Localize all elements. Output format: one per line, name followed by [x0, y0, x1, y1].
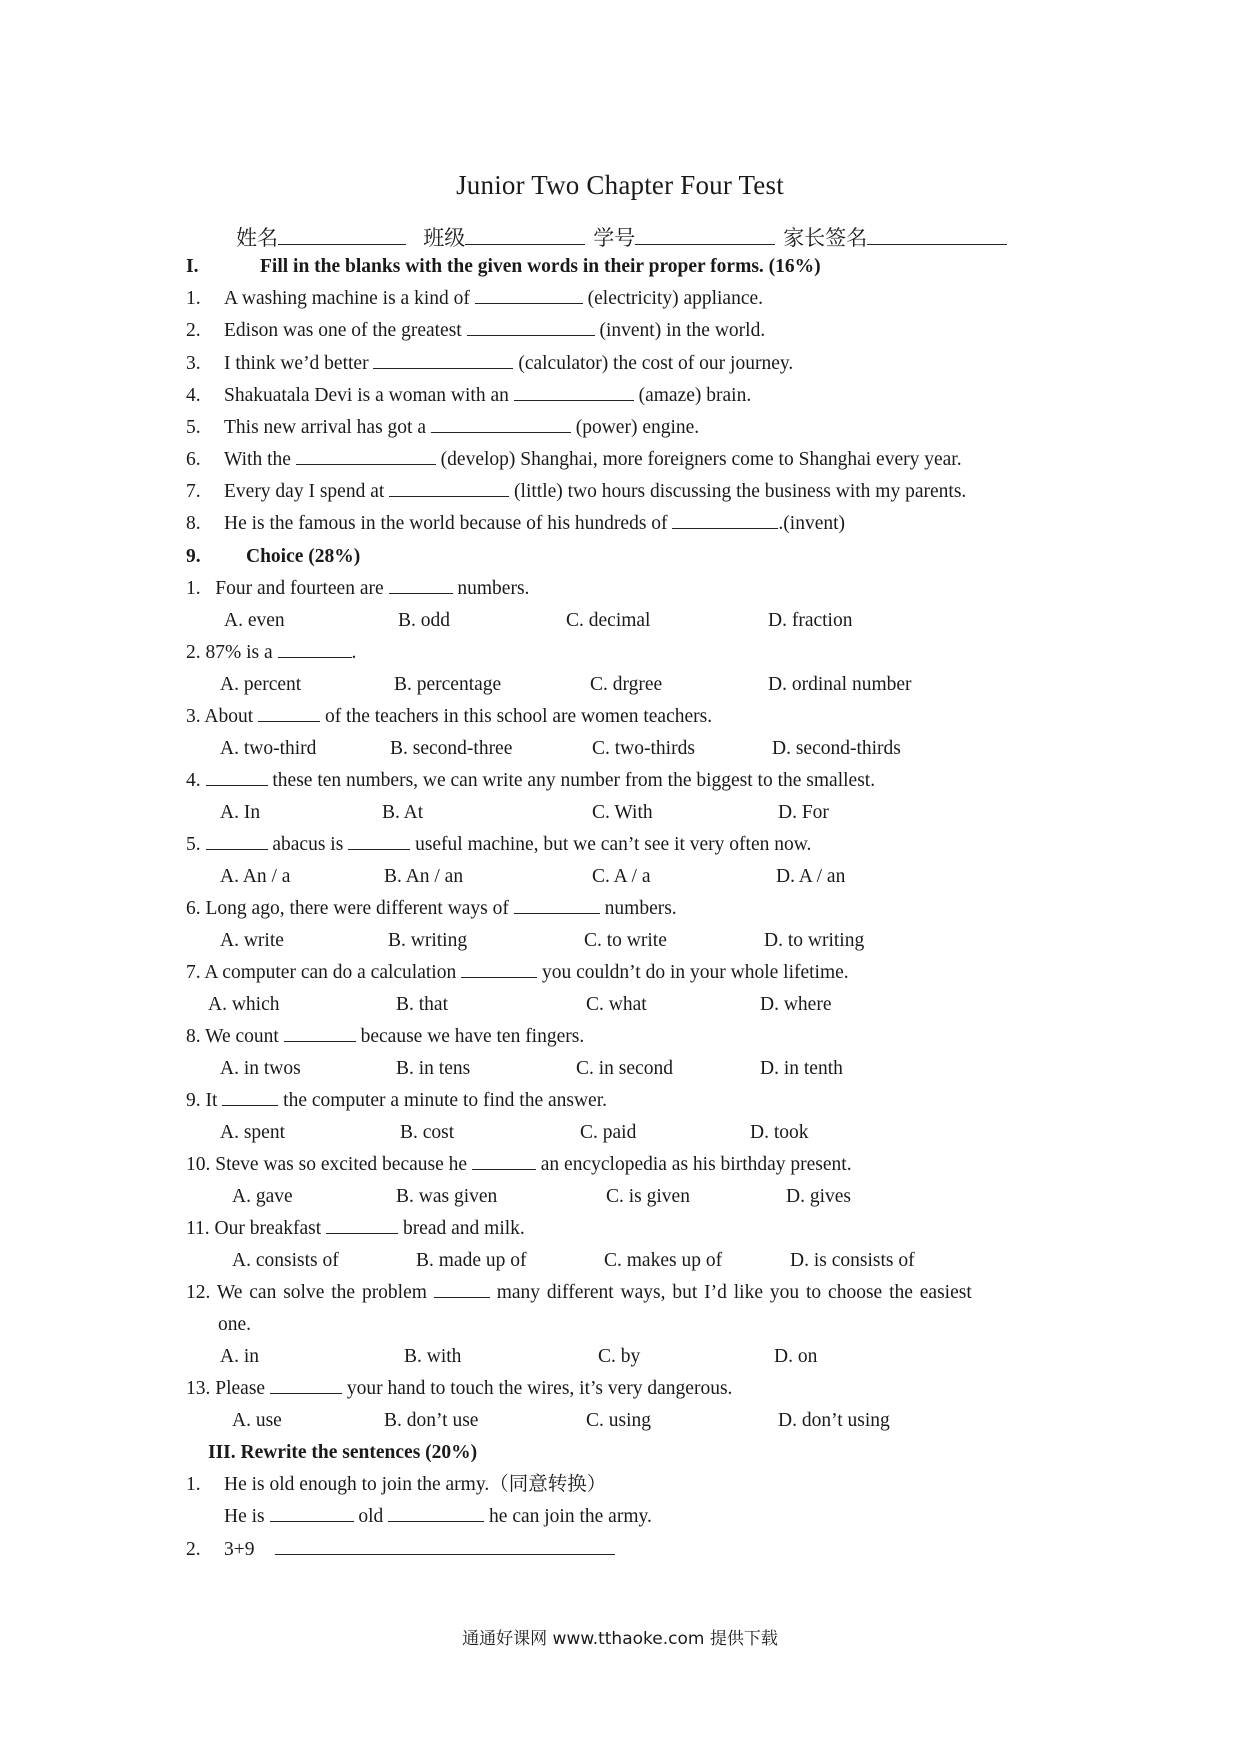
option-a[interactable]: A. in twos	[220, 1058, 301, 1079]
choice-question-9: 9. It the computer a minute to find the answer.	[186, 1086, 607, 1116]
fill-item-7: 7. Every day I spend at (little) two hours discussing the business with my parents.	[186, 477, 966, 507]
option-c[interactable]: C. decimal	[566, 610, 651, 631]
id-label: 学号	[593, 226, 636, 250]
answer-blank[interactable]	[389, 478, 509, 497]
options-q11	[232, 1246, 1032, 1276]
option-c[interactable]: C. using	[586, 1410, 652, 1431]
name-label: 姓名	[236, 226, 278, 250]
option-a[interactable]: A. even	[224, 610, 285, 631]
fill-item-8: 8. He is the famous in the world because of his hundreds of .(invent)	[186, 509, 845, 539]
options-q5	[220, 862, 1020, 892]
choice-question-12-continued: one.	[218, 1314, 252, 1335]
options-q6	[220, 926, 1020, 956]
section-3-heading: III. Rewrite the sentences (20%)	[208, 1442, 478, 1463]
choice-question-5: 5. abacus is useful machine, but we can’t see it very often now.	[186, 830, 811, 860]
class-blank[interactable]	[465, 224, 585, 245]
option-c[interactable]: C. to write	[584, 930, 667, 951]
options-q7	[208, 990, 1008, 1020]
option-b[interactable]: B. At	[382, 802, 424, 823]
option-c[interactable]: C. paid	[580, 1122, 637, 1143]
choice-question-7: 7. A computer can do a calculation you couldn’t do in your whole lifetime.	[186, 958, 849, 988]
option-c[interactable]: C. A / a	[592, 866, 651, 887]
options-q13	[232, 1406, 1032, 1436]
option-c[interactable]: C. drgree	[590, 674, 663, 695]
option-d[interactable]: D. in tenth	[760, 1058, 843, 1079]
id-blank[interactable]	[635, 224, 775, 245]
answer-blank[interactable]	[222, 1087, 278, 1106]
answer-blank[interactable]	[434, 1279, 490, 1298]
answer-blank[interactable]	[206, 767, 268, 786]
answer-blank[interactable]	[270, 1503, 354, 1522]
option-c[interactable]: C. by	[598, 1346, 641, 1367]
fill-item-1: 1. A washing machine is a kind of (electricity) appliance.	[186, 284, 763, 314]
option-a[interactable]: A. in	[220, 1346, 259, 1367]
answer-blank[interactable]	[431, 414, 571, 433]
option-b[interactable]: B. don’t use	[384, 1410, 479, 1431]
option-a[interactable]: A. gave	[232, 1186, 293, 1207]
option-b[interactable]: B. odd	[398, 610, 451, 631]
option-d[interactable]: D. gives	[786, 1186, 851, 1207]
footer-credit: 通通好课网 www.tthaoke.com 提供下载	[462, 1629, 778, 1649]
options-q2	[220, 670, 1020, 700]
option-b[interactable]: B. in tens	[396, 1058, 471, 1079]
option-d[interactable]: D. took	[750, 1122, 809, 1143]
answer-blank[interactable]	[514, 895, 600, 914]
fill-item-6: 6. With the (develop) Shanghai, more foreigners come to Shanghai every year.	[186, 445, 962, 475]
option-d[interactable]: D. on	[774, 1346, 818, 1367]
fill-item-5: 5. This new arrival has got a (power) engine.	[186, 413, 699, 443]
choice-question-11: 11. Our breakfast bread and milk.	[186, 1214, 525, 1244]
option-d[interactable]: D. second-thirds	[772, 738, 901, 759]
section-1-heading: I. Fill in the blanks with the given words in their proper forms. (16%)	[186, 256, 821, 277]
options-q10	[232, 1182, 1032, 1212]
options-q12	[220, 1342, 1020, 1372]
option-d[interactable]: D. is consists of	[790, 1250, 915, 1271]
option-b[interactable]: B. with	[404, 1346, 462, 1367]
option-a[interactable]: A. two-third	[220, 738, 317, 759]
option-d[interactable]: D. where	[760, 994, 832, 1015]
option-c[interactable]: C. two-thirds	[592, 738, 695, 759]
option-d[interactable]: D. ordinal number	[768, 674, 912, 695]
fill-item-3: 3. I think we’d better (calculator) the cost of our journey.	[186, 349, 793, 379]
options-q8	[220, 1054, 1020, 1084]
answer-blank[interactable]	[388, 1503, 484, 1522]
answer-blank[interactable]	[258, 703, 320, 722]
option-c[interactable]: C. makes up of	[604, 1250, 723, 1271]
rewrite-item-1-answer: He is old he can join the army.	[224, 1502, 652, 1532]
option-b[interactable]: B. second-three	[390, 738, 513, 759]
option-a[interactable]: A. In	[220, 802, 261, 823]
answer-blank[interactable]	[467, 317, 595, 336]
choice-question-2: 2. 87% is a .	[186, 638, 356, 668]
option-d[interactable]: D. For	[778, 802, 829, 823]
option-a[interactable]: A. consists of	[232, 1250, 339, 1271]
option-b[interactable]: B. cost	[400, 1122, 455, 1143]
option-d[interactable]: D. A / an	[776, 866, 846, 887]
answer-blank[interactable]	[270, 1375, 342, 1394]
answer-blank[interactable]	[326, 1215, 398, 1234]
option-a[interactable]: A. An / a	[220, 866, 291, 887]
answer-blank[interactable]	[284, 1023, 356, 1042]
choice-question-13: 13. Please your hand to touch the wires, it’s very dangerous.	[186, 1374, 732, 1404]
answer-blank[interactable]	[514, 382, 634, 401]
parent-signature-blank[interactable]	[867, 224, 1007, 245]
class-label: 班级	[423, 226, 466, 250]
fill-item-2: 2. Edison was one of the greatest (invent) in the world.	[186, 316, 765, 346]
options-q1	[224, 606, 1024, 636]
options-q9	[220, 1118, 1020, 1148]
option-b[interactable]: B. An / an	[384, 866, 464, 887]
options-q4	[220, 798, 1020, 828]
answer-blank[interactable]	[278, 639, 352, 658]
student-info-row	[236, 222, 1015, 252]
answer-blank[interactable]	[348, 831, 410, 850]
choice-question-10: 10. Steve was so excited because he an encyclopedia as his birthday present.	[186, 1150, 852, 1180]
rewrite-item-2: 2. 3+9	[186, 1535, 615, 1565]
option-b[interactable]: B. writing	[388, 930, 468, 951]
option-c[interactable]: C. what	[586, 994, 647, 1015]
option-c[interactable]: C. With	[592, 802, 653, 823]
name-blank[interactable]	[278, 224, 406, 245]
option-b[interactable]: B. percentage	[394, 674, 502, 695]
option-b[interactable]: B. made up of	[416, 1250, 527, 1271]
choice-question-3: 3. About of the teachers in this school are women teachers.	[186, 702, 712, 732]
option-d[interactable]: D. to writing	[764, 930, 865, 951]
page-title: Junior Two Chapter Four Test	[456, 170, 784, 200]
option-a[interactable]: A. percent	[220, 674, 302, 695]
option-a[interactable]: A. spent	[220, 1122, 285, 1143]
choice-question-4: 4. these ten numbers, we can write any number from the biggest to the smallest.	[186, 766, 875, 796]
section-2-heading: 9. Choice (28%)	[186, 546, 361, 567]
option-d[interactable]: D. don’t using	[778, 1410, 890, 1431]
answer-blank[interactable]	[206, 831, 268, 850]
answer-blank[interactable]	[672, 510, 778, 529]
choice-question-6: 6. Long ago, there were different ways of numbers.	[186, 894, 677, 924]
answer-blank[interactable]	[472, 1151, 536, 1170]
answer-blank[interactable]	[373, 350, 513, 369]
answer-blank[interactable]	[475, 285, 583, 304]
choice-question-12: 12. We can solve the problem many different ways, but I’d like you to choose the easiest	[186, 1278, 972, 1308]
options-q3	[220, 734, 1020, 764]
fill-item-4: 4. Shakuatala Devi is a woman with an (amaze) brain.	[186, 381, 751, 411]
rewrite-item-1: 1. He is old enough to join the army.（同意转换）	[186, 1474, 607, 1495]
option-c[interactable]: C. in second	[576, 1058, 673, 1079]
option-a[interactable]: A. which	[208, 994, 280, 1015]
answer-blank[interactable]	[461, 959, 537, 978]
option-c[interactable]: C. is given	[606, 1186, 690, 1207]
answer-blank[interactable]	[296, 446, 436, 465]
option-a[interactable]: A. write	[220, 930, 284, 951]
choice-question-8: 8. We count because we have ten fingers.	[186, 1022, 584, 1052]
choice-question-1: 1. Four and fourteen are numbers.	[186, 574, 529, 604]
answer-blank[interactable]	[275, 1536, 615, 1555]
option-b[interactable]: B. that	[396, 994, 448, 1015]
answer-blank[interactable]	[389, 575, 453, 594]
parent-signature-label: 家长签名	[783, 226, 868, 250]
option-b[interactable]: B. was given	[396, 1186, 498, 1207]
option-a[interactable]: A. use	[232, 1410, 282, 1431]
option-d[interactable]: D. fraction	[768, 610, 853, 631]
